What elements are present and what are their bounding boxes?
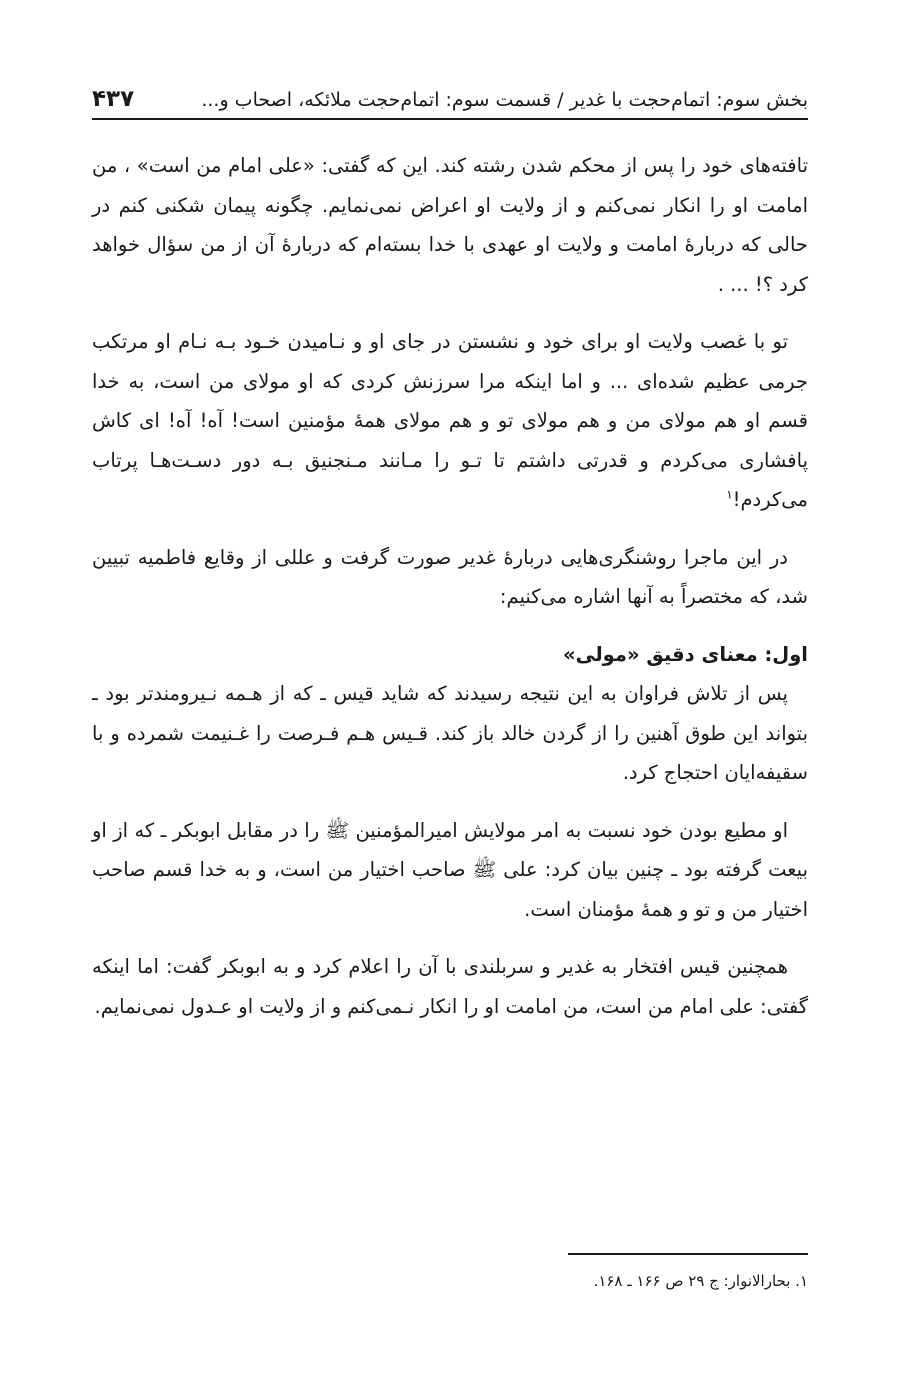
page-header: [92, 70, 808, 120]
running-title: بخش سوم: اتمام‌حجت با غدیر / قسمت سوم: اتمام‌حجت ملائکه، اصحاب و...: [201, 89, 808, 112]
page-number: ۴۳۷: [92, 85, 135, 112]
book-page: [92, 0, 808, 1390]
section-heading: اول: معنای دقیق «مولی»: [563, 642, 808, 666]
paragraph-1: تافته‌های خود را پس از محکم شدن رشته کند. این که گفتی: «علی امام من است» ، من امامت او را انکار نمی‌کنم و از ولایت او اعراض نمی‌نمایم. چگونه پیمان شکنی کنم در حالی که دربارهٔ امامت و ولایت او عهدی با خدا بسته‌ام که دربارهٔ آن از من سؤال خواهد کرد ؟! ... .: [92, 154, 808, 296]
paragraph-6: همچنین قیس افتخار به غدیر و سربلندی با آن را اعلام کرد و به ابوبکر گفت: اما اینکه گفتی: علی امام من است، من امامت او را انکار نـمی‌کنم و از ولایت او عـدول نمی‌نمایم.: [92, 955, 808, 1018]
paragraph-3: در این ماجرا روشنگری‌هایی دربارهٔ غدیر صورت گرفت و عللی از وقایع فاطمیه تبیین شد، که مختصراً به آنها اشاره می‌کنیم:: [92, 545, 808, 608]
paragraph-2-text: تو با غصب ولایت او برای خود و نشستن در جای او و نـامیدن خـود بـه نـام او مرتکب جرمی عظیم شده‌ای ... و اما اینکه مرا سرزنش کردی که او مولای من است، به خدا قسم او هم مولای من و هم مولای تو و هم مولای همهٔ مؤمنین است! آه! آه! ای کاش پافشاری می‌کردم و قدرتی داشتم تا تـو را مـانند مـنجنیق بـه دور دسـت‌هـا پرتاب می‌کردم!: [92, 330, 808, 511]
paragraph-4: پس از تلاش فراوان به این نتیجه رسیدند که شاید قیس ـ که از هـمه نـیرومندتر بود ـ بتواند این طوق آهنین را از گردن خالد باز کند. قـیس هـم فـرصت را غـنیمت شمرده و با سقیفه‌ایان احتجاج کرد.: [92, 682, 808, 784]
footnote-reference[interactable]: ۱: [726, 487, 733, 502]
paragraph-5: او مطیع بودن خود نسبت به امر مولایش امیرالمؤمنین ﷺ را در مقابل ابوبکر ـ که از او بیعت گرفته بود ـ چنین بیان کرد: علی ﷺ صاحب اختیار من است، و به خدا قسم صاحب اختیار من و تو و همهٔ مؤمنان است.: [92, 818, 808, 921]
footnote-1: ۱. بحارالانوار: ج ۲۹ ص ۱۶۶ ـ ۱۶۸.: [593, 1272, 808, 1290]
footnote-divider: [568, 1253, 808, 1255]
paragraph-2: [92, 322, 808, 520]
body-text: [92, 146, 808, 1044]
